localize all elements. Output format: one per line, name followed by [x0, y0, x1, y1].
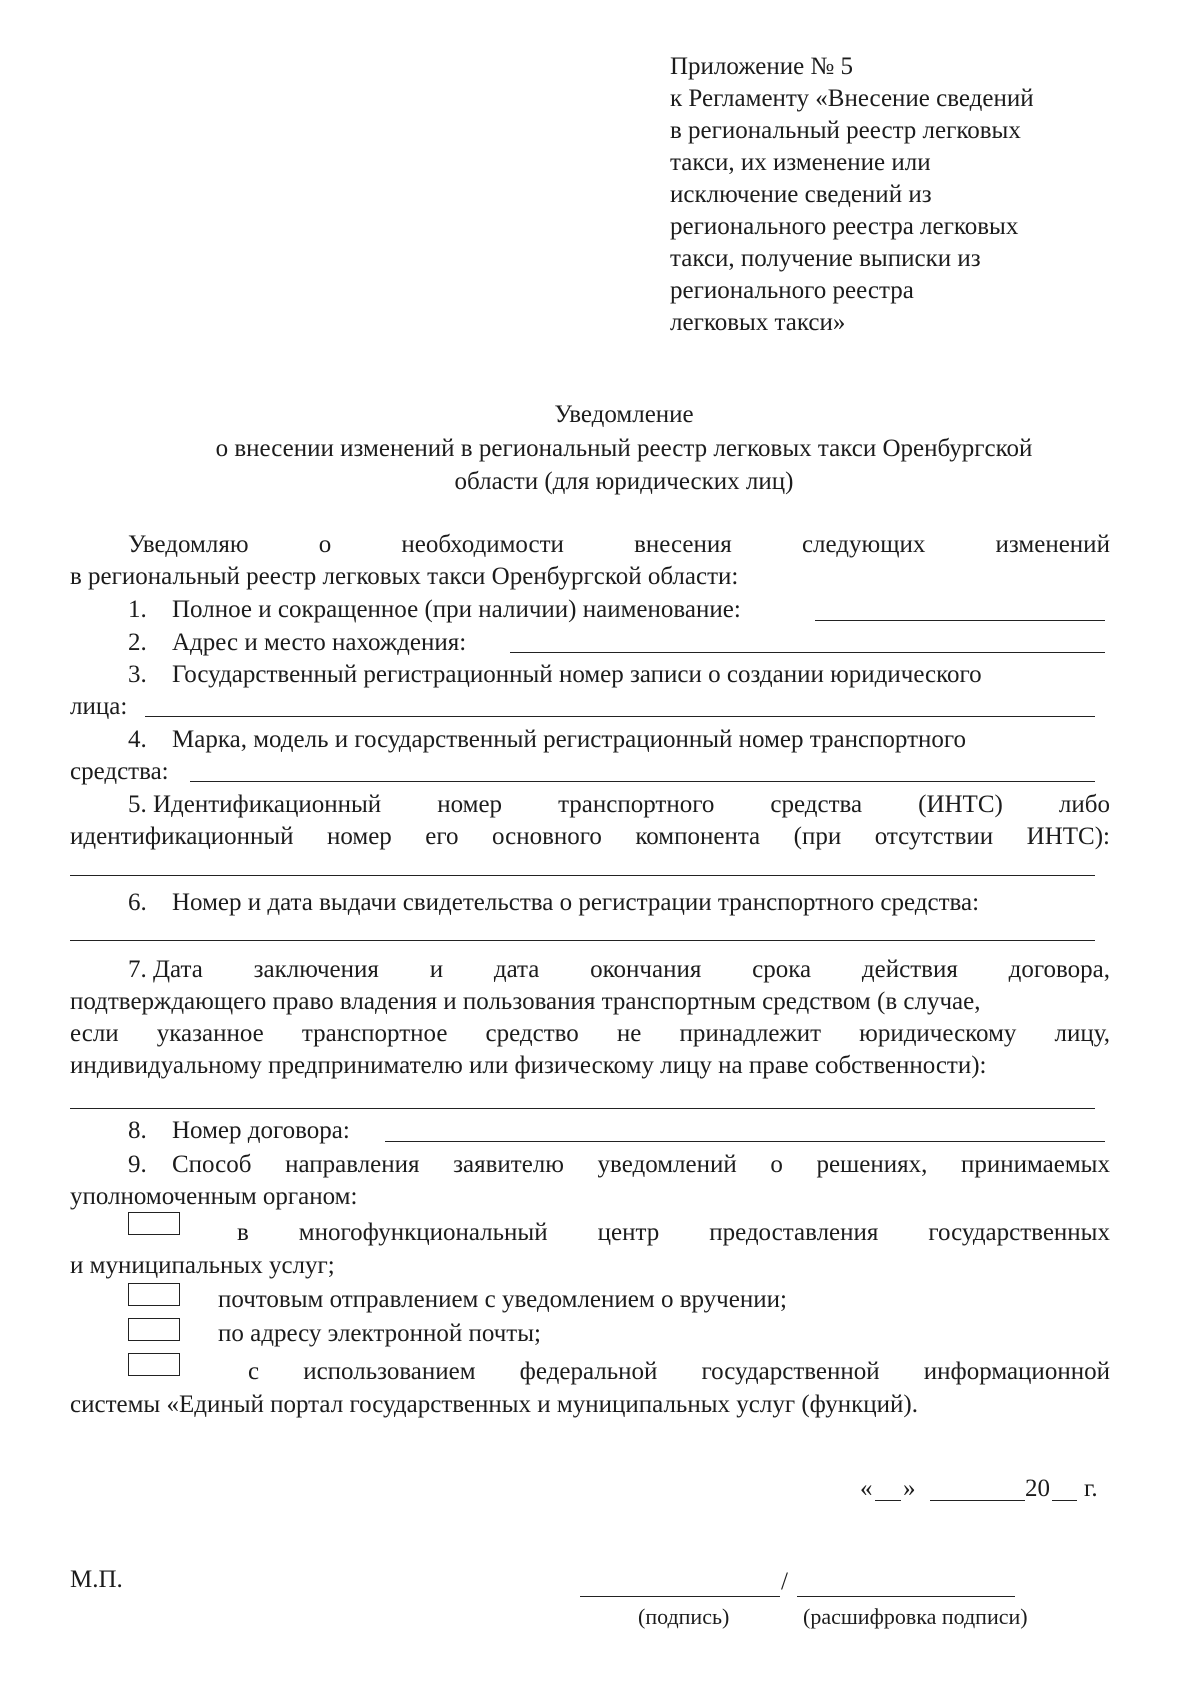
appendix-line: в региональный реестр легковых	[670, 117, 1021, 144]
item-number: 1.	[128, 596, 147, 623]
intro-line-1: Уведомляю о необходимости внесения следующих изменений	[128, 531, 1110, 558]
item-8-field[interactable]	[385, 1141, 1105, 1142]
item-5-field[interactable]	[70, 875, 1095, 876]
option-portal-line-2: системы «Единый портал государственных и муниципальных услуг (функций).	[70, 1391, 918, 1418]
appendix-line: легковых такси»	[670, 309, 846, 336]
date-quote-open: «	[860, 1475, 873, 1502]
appendix-line: Приложение № 5	[670, 53, 854, 80]
signature-field[interactable]	[580, 1596, 780, 1597]
item-6-label: Номер и дата выдачи свидетельства о регистрации транспортного средства:	[172, 889, 980, 916]
item-number: 4.	[128, 726, 147, 753]
title-line-3: области (для юридических лиц)	[454, 468, 794, 495]
item-7-line-4: индивидуальному предпринимателю или физическому лицу на праве собственности):	[70, 1052, 987, 1079]
option-portal-checkbox[interactable]	[128, 1353, 180, 1376]
item-3-field[interactable]	[145, 716, 1095, 717]
appendix-line: регионального реестра	[670, 277, 914, 304]
item-number: 8.	[128, 1117, 147, 1144]
item-1-label: Полное и сокращенное (при наличии) наименование:	[172, 596, 741, 623]
date-suffix: г.	[1084, 1475, 1098, 1502]
item-5-line-2: идентификационный номер его основного компонента (при отсутствии ИНТС):	[70, 823, 1110, 850]
item-7-line-1: 7. Дата заключения и дата окончания срока действия договора,	[128, 956, 1110, 983]
item-number: 9.	[128, 1151, 147, 1178]
option-email-label: по адресу электронной почты;	[218, 1320, 541, 1347]
item-8-label: Номер договора:	[172, 1117, 350, 1144]
appendix-line: к Регламенту «Внесение сведений	[670, 85, 1034, 112]
stamp-place-label: М.П.	[70, 1566, 123, 1593]
item-7-field[interactable]	[70, 1108, 1095, 1109]
item-4-label: Марка, модель и государственный регистрационный номер транспортного	[172, 726, 967, 753]
signature-label: (подпись)	[638, 1604, 730, 1629]
option-portal-line-1: с использованием федеральной государственной информационной	[248, 1358, 1110, 1385]
date-month-field[interactable]	[930, 1500, 1025, 1501]
date-year-prefix: 20	[1025, 1475, 1050, 1502]
item-9-line-1: Способ направления заявителю уведомлений о решениях, принимаемых	[172, 1151, 1110, 1178]
item-7-line-3: если указанное транспортное средство не принадлежит юридическому лицу,	[70, 1020, 1110, 1047]
signature-decoding-label: (расшифровка подписи)	[803, 1604, 1028, 1629]
title-line-2: о внесении изменений в региональный реестр легковых такси Оренбургской	[215, 435, 1033, 462]
signature-decoding-field[interactable]	[797, 1596, 1015, 1597]
item-number: 6.	[128, 889, 147, 916]
appendix-line: исключение сведений из	[670, 181, 932, 208]
option-mfc-checkbox[interactable]	[128, 1212, 180, 1235]
item-3-label: Государственный регистрационный номер записи о создании юридического	[172, 661, 982, 688]
option-mfc-line-1: в многофункциональный центр предоставления государственных	[237, 1219, 1110, 1246]
item-2-label: Адрес и место нахождения:	[172, 629, 467, 656]
date-day-field[interactable]	[875, 1500, 901, 1501]
item-3-cont: лица:	[70, 693, 128, 720]
date-year-field[interactable]	[1052, 1500, 1077, 1501]
signature-separator: /	[781, 1568, 788, 1595]
date-quote-close: »	[903, 1475, 916, 1502]
option-post-checkbox[interactable]	[128, 1283, 180, 1306]
item-1-field[interactable]	[815, 620, 1105, 621]
item-4-cont: средства:	[70, 758, 169, 785]
appendix-line: такси, их изменение или	[670, 149, 931, 176]
option-mfc-line-2: и муниципальных услуг;	[70, 1252, 335, 1279]
appendix-line: такси, получение выписки из	[670, 245, 981, 272]
item-5-line-1: 5. Идентификационный номер транспортного средства (ИНТС) либо	[128, 791, 1110, 818]
item-2-field[interactable]	[510, 652, 1105, 653]
intro-line-2: в региональный реестр легковых такси Оренбургской области:	[70, 563, 739, 590]
appendix-line: регионального реестра легковых	[670, 213, 1019, 240]
item-6-field[interactable]	[70, 940, 1095, 941]
item-9-line-2: уполномоченным органом:	[70, 1183, 358, 1210]
item-4-field[interactable]	[190, 781, 1095, 782]
option-email-checkbox[interactable]	[128, 1318, 180, 1341]
item-number: 2.	[128, 629, 147, 656]
title-line-1: Уведомление	[554, 401, 694, 428]
option-post-label: почтовым отправлением с уведомлением о вручении;	[218, 1286, 787, 1313]
item-7-line-2: подтверждающего право владения и пользования транспортным средством (в случае,	[70, 988, 981, 1015]
item-number: 3.	[128, 661, 147, 688]
